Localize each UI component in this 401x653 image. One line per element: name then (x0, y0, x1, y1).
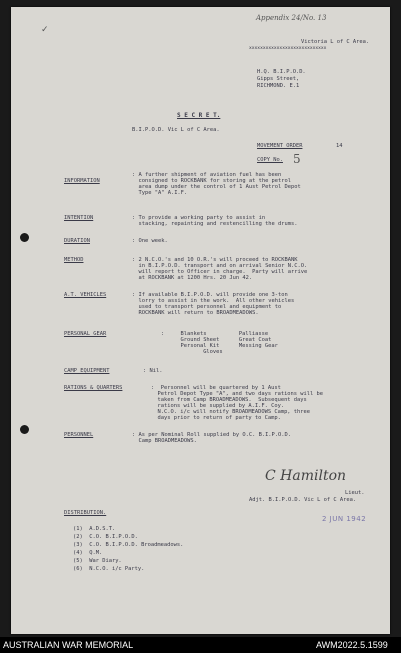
document-page (11, 7, 390, 634)
section-heading: RATIONS & QUARTERS (64, 385, 123, 391)
appendix-handwriting: Appendix 24/No. 13 (256, 14, 327, 22)
section-line: Camp BROADMEADOWS. (132, 438, 197, 444)
section-line: : One week. (132, 238, 168, 244)
movement-order-label: MOVEMENT ORDER (257, 143, 303, 149)
copy-number: 5 (293, 152, 301, 166)
distribution-item: (4) Q.M. (73, 550, 103, 556)
section-line: Type "A" A.I.F. (132, 190, 188, 196)
section-line: : Blankets Palliasse (161, 331, 269, 337)
date-stamp: 2 JUN 1942 (322, 515, 367, 523)
tick-mark: ✓ (41, 25, 49, 35)
section-heading: INTENTION (64, 215, 94, 221)
signature-title: Adjt. B.I.P.O.D. Vic L of C Area. (249, 497, 357, 503)
section-line: rations will be supplied by A.I.F. Coy. (151, 403, 285, 409)
distribution-item: (6) N.C.O. i/c Party. (73, 566, 145, 572)
unit-header-rule: xxxxxxxxxxxxxxxxxxxxxxxxxxxx (249, 46, 327, 51)
distribution-heading: DISTRIBUTION. (64, 510, 107, 516)
section-line: : 2 N.C.O.'s and 10 O.R.'s will proceed to ROCKBANK (132, 257, 298, 263)
distribution-item: (2) C.O. B.I.P.O.D. (73, 534, 138, 540)
section-line: stacking, repainting and restencilling the drums. (132, 221, 298, 227)
section-line: used to transport personnel and equipment to (132, 304, 282, 310)
section-heading: PERSONNEL (64, 432, 94, 438)
section-heading: INFORMATION (64, 178, 100, 184)
section-line: in B.I.P.O.D. transport and on arrival Senior N.C.O. (132, 263, 308, 269)
distribution-item: (1) A.D.S.T. (73, 526, 116, 532)
section-heading: A.T. VEHICLES (64, 292, 107, 298)
section-line: N.C.O. i/c will notify BROADMEADOWS Camp, three (151, 409, 311, 415)
address-line: RICHMOND. E.1 (257, 83, 300, 89)
section-heading: PERSONAL GEAR (64, 331, 107, 337)
classification: S E C R E T. (177, 112, 221, 119)
section-line: : If available B.I.P.O.D. will provide one 3-ton (132, 292, 288, 298)
address-line: Gipps Street, (257, 76, 300, 82)
movement-order-number: 14 (336, 143, 343, 149)
section-line: consigned to ROCKBANK for storing at the petrol (132, 178, 292, 184)
issuer: B.I.P.O.D. Vic L of C Area. (132, 127, 220, 133)
section-heading: METHOD (64, 257, 84, 263)
punch-hole (20, 233, 29, 242)
section-line: Gloves (161, 349, 223, 355)
unit-header: Victoria L of C Area. (301, 39, 370, 45)
signature-rank: Lieut. (345, 490, 365, 496)
section-line: taken from Camp BROADMEADOWS. Subsequent days (151, 397, 307, 403)
section-heading: DURATION (64, 238, 90, 244)
section-line: area dump under the control of 1 Aust Petrol Depot (132, 184, 301, 190)
address-line: H.Q. B.I.P.O.D. (257, 69, 306, 75)
section-line: Personal Kit Messing Gear (161, 343, 278, 349)
section-line: : As per Nominal Roll supplied by O.C. B.I.P.O.D. (132, 432, 292, 438)
section-line: will report to Officer in charge. Party will arrive (132, 269, 308, 275)
section-line: days prior to return of party to Camp. (151, 415, 281, 421)
section-line: Petrol Depot Type "A", and two days rations will be (151, 391, 324, 397)
section-line: : Personnel will be quartered by 1 Aust (151, 385, 281, 391)
section-line: : To provide a working party to assist in (132, 215, 266, 221)
copy-number-label: COPY No. (257, 157, 283, 163)
section-line: lorry to assist in the work. All other vehicles (132, 298, 295, 304)
distribution-item: (3) C.O. B.I.P.O.D. Broadmeadows. (73, 542, 184, 548)
section-line: : A further shipment of aviation fuel has been (132, 172, 282, 178)
footer-accession-number: AWM2022.5.1599 (316, 640, 388, 650)
footer-institution: AUSTRALIAN WAR MEMORIAL (3, 640, 134, 650)
distribution-item: (5) War Diary. (73, 558, 122, 564)
section-line: ROCKBANK will return to BROADMEADOWS. (132, 310, 259, 316)
section-heading: CAMP EQUIPMENT (64, 368, 110, 374)
section-line: : Nil. (143, 368, 163, 374)
signature: C Hamilton (265, 468, 347, 484)
punch-hole (20, 425, 29, 434)
archive-footer (0, 637, 401, 653)
section-line: Ground Sheet Great Coat (161, 337, 272, 343)
section-line: at ROCKBANK at 1200 Hrs. 20 Jun 42. (132, 275, 253, 281)
